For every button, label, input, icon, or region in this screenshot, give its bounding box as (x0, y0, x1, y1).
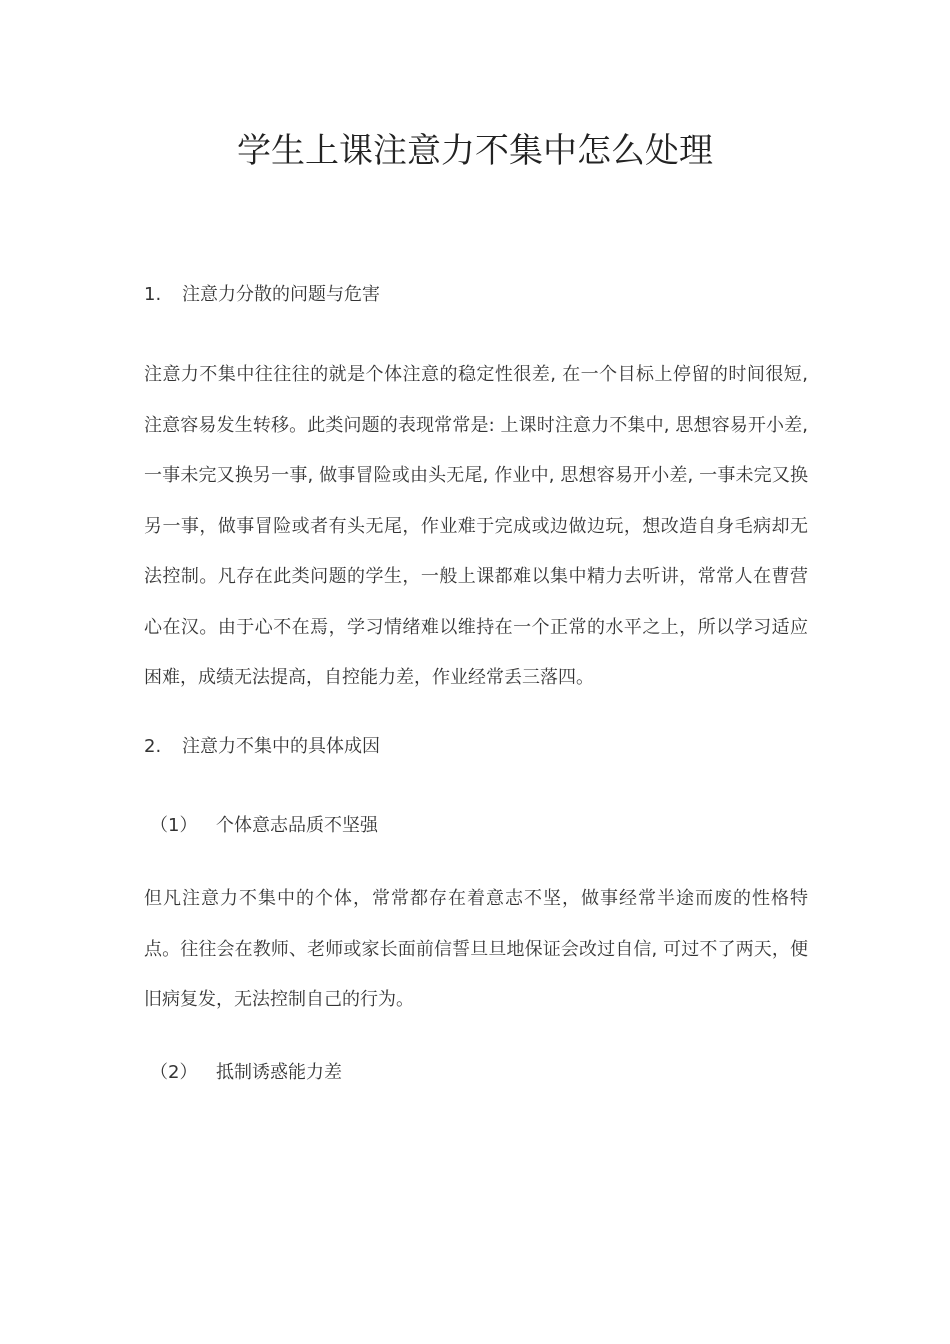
section-heading-text: 注意力不集中的具体成因 (182, 736, 380, 757)
section-heading-1 (144, 282, 380, 308)
subsection-heading-text: 抵制诱惑能力差 (216, 1062, 342, 1083)
subsection-number: （2） (150, 1062, 198, 1083)
section-heading-2 (144, 734, 380, 760)
section-number: 1. (144, 284, 162, 305)
section-number: 2. (144, 736, 162, 757)
subsection-heading-1 (144, 813, 378, 839)
section-heading-text: 注意力分散的问题与危害 (182, 284, 380, 305)
document-title: 学生上课注意力不集中怎么处理 (237, 131, 713, 171)
paragraph-weak-willpower: 但凡注意力不集中的个体，常常都存在着意志不坚，做事经常半途而废的性格特点。往往会在教师、老师或家长面前信誓旦旦地保证会改过自信, 可过不了两天，便旧病复发，无法控制自己的行为。 (144, 888, 808, 1010)
subsection-number: （1） (150, 815, 198, 836)
subsection-heading-text: 个体意志品质不坚强 (216, 815, 378, 836)
subsection-heading-2 (144, 1060, 342, 1086)
paragraph-attention-problems: 注意力不集中往往往的就是个体注意的稳定性很差, 在一个目标上停留的时间很短, 注意容易发生转移。此类问题的表现常常是: 上课时注意力不集中, 思想容易开小差, 一事未完又换另一事, 做事冒险或由头无尾, 作业中, 思想容易开小差, 一事未完又换另一事，做事冒险或者有头无尾，作业难于完成或边做边玩，想改造自身毛病却无法控制。凡存在此类问题的学生，一般上课都难以集中精力去听讲，常常人在曹营心在汉。由于心不在焉，学习情绪难以维持在一个正常的水平之上，所以学习适应困难，成绩无法提高，自控能力差，作业经常丢三落四。 (144, 364, 808, 688)
